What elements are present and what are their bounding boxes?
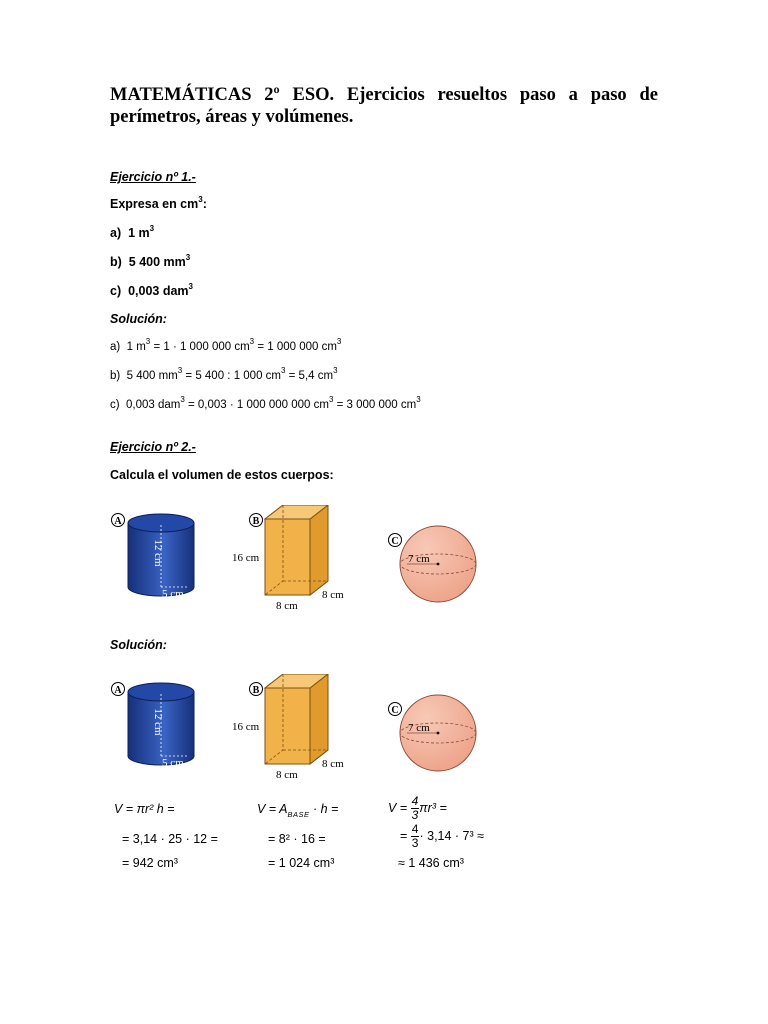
figure-a-label: A [114, 516, 122, 527]
prism-height-label: 16 cm [232, 552, 260, 564]
exercise-1-solution-heading: Solución: [110, 312, 167, 326]
formula-b-line-3: = 1 024 cm³ [268, 856, 335, 870]
exercise-1-item-a: a) 1 $m^3$ [110, 224, 155, 240]
prism-figure-b [232, 505, 344, 612]
figure-b-label: B [252, 685, 260, 696]
page-title: MATEMÁTICAS 2º ESO. Ejercicios resueltos paso a paso de perímetros, áreas y volúmenes. [110, 85, 658, 127]
sphere-figure-c [389, 526, 477, 602]
exercise-1-item-c: c) 0,003 dam$^3$ [110, 282, 193, 298]
exercise-1-solution-b: b) 5 400 $mm^3 = 5$ 400 : 1 000 $cm^3 = 5,4$ $cm^3$ [110, 366, 338, 382]
cylinder-height-label: 12 cm [152, 708, 164, 736]
prism-depth-label: 8 cm [322, 589, 344, 601]
cylinder-figure-a-solution [112, 683, 195, 770]
exercise-1-heading: Ejercicio nº 1.- [110, 170, 196, 184]
prism-width-label: 8 cm [276, 769, 298, 781]
exercise-1-prompt: Expresa en $cm^3$: [110, 195, 207, 211]
prism-depth-label: 8 cm [322, 758, 344, 770]
figures-solution [108, 674, 508, 784]
cylinder-height-label: 12 cm [152, 539, 164, 567]
figure-b-label: B [252, 516, 260, 527]
formula-a-line-3: = 942 cm³ [122, 856, 178, 870]
formula-b-line-2: = 8² · 16 = [268, 832, 326, 846]
exercise-2-solution-heading: Solución: [110, 638, 167, 652]
cylinder-figure-a [112, 514, 195, 601]
formula-c-line-2: = $\frac{4}{3}$ · 3,14 · 7³ ≈ [400, 822, 485, 850]
prism-figure-b-solution [232, 674, 344, 781]
sphere-radius-label: 7 cm [408, 722, 430, 734]
formula-c-line-3: ≈ 1 436 cm³ [398, 856, 464, 870]
prism-height-label: 16 cm [232, 721, 260, 733]
figures-problem [108, 505, 508, 615]
exercise-1-item-b: b) 5 400 $mm^3$ [110, 253, 191, 269]
formula-b-line-1: $V = A_{BASE} \cdot h$ = [257, 802, 339, 819]
figure-c-label: C [391, 536, 399, 547]
sphere-figure-c-solution [389, 695, 477, 771]
formula-c-line-1: V = $\frac{4}{3}$ πr³ = [388, 794, 447, 822]
sphere-radius-label: 7 cm [408, 553, 430, 565]
cylinder-radius-label: 5 cm [162, 588, 184, 600]
figure-c-label: C [391, 705, 399, 716]
exercise-1-solution-a: a) 1 $m^3 = 1 \cdot 1$ 000 000 $cm^3 = 1$ 000 000 $cm^3$ [110, 337, 342, 353]
exercise-1-solution-c: c) 0,003 dam$^3$ = 0,003 · 1 000 000 000 $cm^3 = 3$ 000 000 $cm^3$ [110, 395, 421, 411]
exercise-2-heading: Ejercicio nº 2.- [110, 440, 196, 454]
cylinder-radius-label: 5 cm [162, 757, 184, 769]
prism-width-label: 8 cm [276, 600, 298, 612]
exercise-2-prompt: Calcula el volumen de estos cuerpos: [110, 468, 334, 482]
figure-a-label: A [114, 685, 122, 696]
formula-a-line-1: V = πr² h = [114, 802, 175, 816]
formula-a-line-2: = 3,14 · 25 · 12 = [122, 832, 218, 846]
